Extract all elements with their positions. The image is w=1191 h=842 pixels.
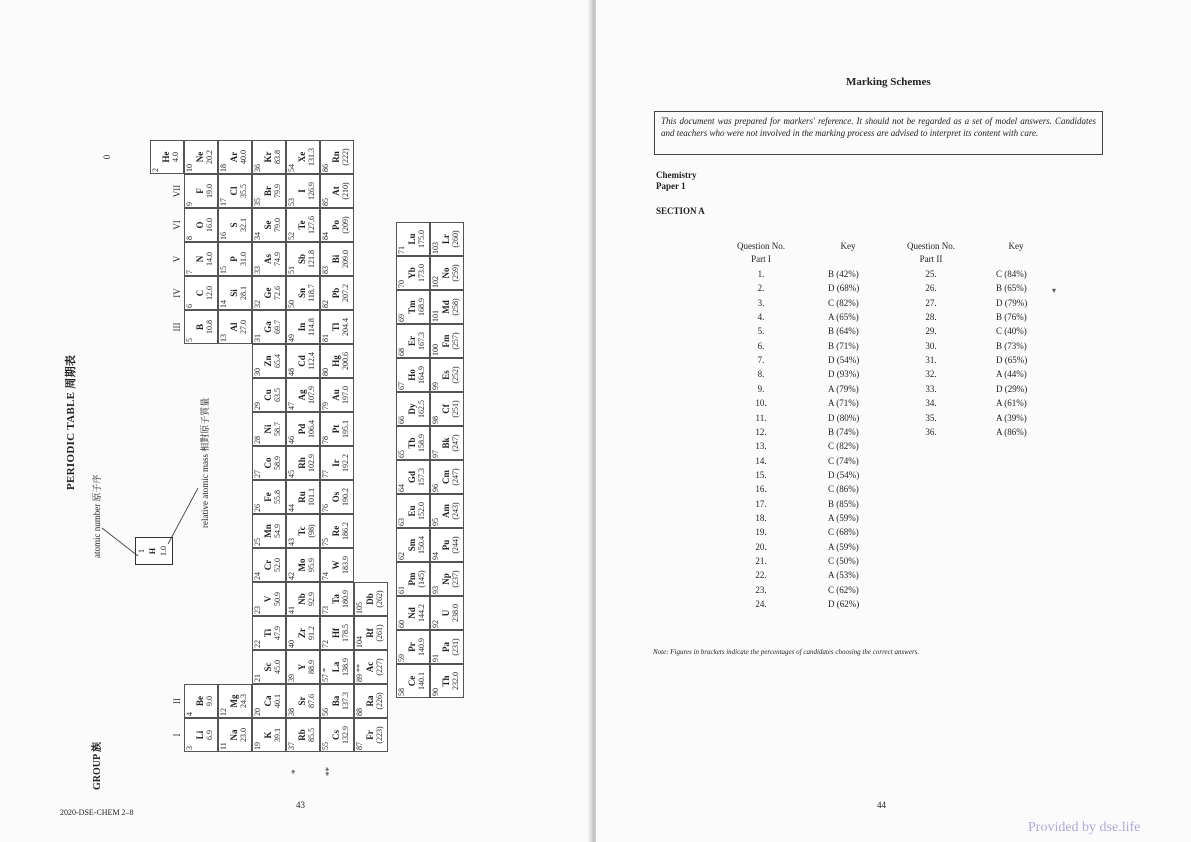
answer-key: C (74%) [828,455,859,466]
element-bi: 83 Bi 209.0 [320,242,354,276]
question-number: 3. [757,297,765,308]
group-label: I [172,733,182,737]
answer-key: D (62%) [828,599,860,610]
element-sn: 50 Sn 118.7 [286,276,320,310]
element-eu: 63 Eu 152.0 [396,494,430,528]
element-f: 9 F 19.0 [184,174,218,208]
element-zr: 40 Zr 91.2 [286,616,320,650]
element-br: 35 Br 79.9 [252,174,286,208]
question-number: 13. [755,441,767,452]
answer-key: A (79%) [828,383,859,394]
element-p: 15 P 31.0 [218,242,252,276]
element-fr: 87 Fr (223) [354,718,388,752]
answer-key: C (82%) [828,297,859,308]
answer-key: C (62%) [828,584,859,595]
question-number: 1. [757,269,765,279]
answer-key: A (61%) [996,398,1027,409]
right-page [596,0,1191,842]
answer-key: C (84%) [996,269,1027,279]
answer-key: A (44%) [996,369,1027,380]
question-number: 14. [755,455,767,466]
answer-key: C (82%) [828,441,859,452]
element-sr: 38 Sr 87.6 [286,684,320,718]
question-number: 29. [925,326,937,337]
element-te: 52 Te 127.6 [286,208,320,242]
element-na: 11 Na 23.0 [218,718,252,752]
subject: Chemistry [656,170,697,180]
group-title: GROUP 族 [92,741,103,790]
question-number: 2. [757,283,765,294]
element-s: 16 S 32.1 [218,208,252,242]
element-pm: 61 Pm (145) [396,562,430,596]
answer-key: B (64%) [828,326,859,337]
element-sb: 51 Sb 121.8 [286,242,320,276]
element-fm: 100 Fm (257) [430,324,464,358]
question-number: 30. [925,340,937,351]
element-rh: 45 Rh 102.9 [286,446,320,480]
question-number: 5. [757,326,765,337]
element-zn: 30 Zn 65.4 [252,344,286,378]
element-mg: 12 Mg 24.3 [218,684,252,718]
element-y: 39 Y 88.9 [286,650,320,684]
element-ca: 20 Ca 40.1 [252,684,286,718]
actinide-star: ** [324,767,334,776]
question-number: 12. [755,426,767,437]
element-o: 8 O 16.0 [184,208,218,242]
element-w: 74 W 183.9 [320,548,354,582]
answer-key: C (68%) [828,527,859,538]
answer-key: D (29%) [996,383,1028,394]
answer-key: B (42%) [828,269,859,279]
footnote: Note: Figures in brackets indicate the percentages of candidates choosing the correct answers. [653,648,920,656]
element-cu: 29 Cu 63.5 [252,378,286,412]
element-tb: 65 Tb 158.9 [396,426,430,460]
answer-key: D (79%) [996,297,1028,308]
element-rb: 37 Rb 85.5 [286,718,320,752]
element-pr: 59 Pr 140.9 [396,630,430,664]
element-dy: 66 Dy 162.5 [396,392,430,426]
element-at: 85 At (210) [320,174,354,208]
answer-key: A (53%) [828,570,859,581]
relative-mass-label: relative atomic mass 相對原子質量 [200,397,210,528]
element-ne: 10 Ne 20.2 [184,140,218,174]
element-se: 34 Se 79.0 [252,208,286,242]
element-cr: 24 Cr 52.0 [252,548,286,582]
question-number: 7. [757,355,765,366]
group-label: II [172,698,182,704]
answer-key: B (73%) [996,340,1027,351]
element-ar: 18 Ar 40.0 [218,140,252,174]
question-number: 10. [755,398,767,409]
element-xe: 54 Xe 131.3 [286,140,320,174]
question-number: 18. [755,512,767,523]
section-label: SECTION A [656,206,705,216]
element-pa: 91 Pa (231) [430,630,464,664]
watermark: Provided by dse.life [1028,820,1141,835]
element-ni: 28 Ni 58.7 [252,412,286,446]
element-he: 2 He 4.0 [150,140,184,174]
element-np: 93 Np (237) [430,562,464,596]
element-si: 14 Si 28.1 [218,276,252,310]
element-cf: 98 Cf (251) [430,392,464,426]
question-number: 4. [757,312,765,323]
element-sm: 62 Sm 150.4 [396,528,430,562]
element-ti: 22 Ti 47.9 [252,616,286,650]
element-yb: 70 Yb 173.0 [396,256,430,290]
element-ag: 47 Ag 107.9 [286,378,320,412]
answer-key: A (59%) [828,541,859,552]
element-er: 68 Er 167.3 [396,324,430,358]
element-ba: 56 Ba 137.3 [320,684,354,718]
element-pu: 94 Pu (244) [430,528,464,562]
element-cs: 55 Cs 132.9 [320,718,354,752]
question-number: 21. [755,556,767,566]
question-number: 9. [757,383,765,394]
reference-notice: This document was prepared for markers' reference. It should not be regarded as a set of model answers. Candidates and teachers who were not involved in the marking process are advised to interpret its content with care. [654,111,1103,155]
answer-key: A (65%) [828,312,859,323]
element-lu: 71 Lu 175.0 [396,222,430,256]
element-ir: 77 Ir 192.2 [320,446,354,480]
element-re: 75 Re 186.2 [320,514,354,548]
element-ta: 73 Ta 180.9 [320,582,354,616]
element-li: 3 Li 6.9 [184,718,218,752]
paper-code: 2020-DSE-CHEM 2–8 [60,808,134,817]
answer-key: D (65%) [996,355,1028,366]
answer-key: A (59%) [828,512,859,523]
answer-key: D (54%) [828,469,860,480]
question-number: 25. [925,269,937,279]
periodic-table [62,90,460,790]
element-co: 27 Co 58.9 [252,446,286,480]
question-number: 22. [755,570,767,581]
element-u: 92 U 238.0 [430,596,464,630]
key-symbol: H [148,547,157,555]
element-am: 95 Am (243) [430,494,464,528]
lanthanide-star: * [290,769,300,774]
element-i: 53 I 126.9 [286,174,320,208]
element-hf: 72 Hf 178.5 [320,616,354,650]
answer-key: D (54%) [828,355,860,366]
element-po: 84 Po (209) [320,208,354,242]
page-number-left: 43 [296,800,305,810]
element-tc: 43 Tc (98) [286,514,320,548]
element-es: 99 Es (252) [430,358,464,392]
element-ga: 31 Ga 69.7 [252,310,286,344]
header-qno-part2: Question No. Part II [907,241,955,264]
question-number: 17. [755,498,767,509]
group-label: VI [172,220,182,230]
atomic-number-label: atomic number 原子序 [92,474,102,558]
answer-key: C (86%) [828,484,859,495]
element-gd: 64 Gd 157.3 [396,460,430,494]
periodic-table-title: PERIODIC TABLE 周期表 [65,354,77,490]
element-kr: 36 Kr 83.8 [252,140,286,174]
group-label: VII [172,184,182,198]
header-qno-part1: Question No. Part I [737,241,785,264]
element-ru: 44 Ru 101.1 [286,480,320,514]
group-label: III [172,322,182,332]
element-nb: 41 Nb 92.9 [286,582,320,616]
element-v: 23 V 50.9 [252,582,286,616]
group-label: V [172,255,182,263]
question-number: 15. [755,469,767,480]
group-label: 0 [102,154,112,160]
element-fe: 26 Fe 55.8 [252,480,286,514]
element-hg: 80 Hg 200.6 [320,344,354,378]
key-mass: 1.0 [159,546,168,556]
element-db: 105 Db (262) [354,582,388,616]
element-mn: 25 Mn 54.9 [252,514,286,548]
answer-key: A (39%) [996,412,1027,423]
answer-key: B (76%) [996,312,1027,323]
group-label: IV [172,288,182,298]
question-number: 20. [755,541,767,552]
answer-key: A (71%) [828,398,859,409]
element-pt: 78 Pt 195.1 [320,412,354,446]
element-au: 79 Au 197.0 [320,378,354,412]
question-number: 32. [925,369,937,380]
question-number: 24. [755,599,767,610]
question-number: 27. [925,297,937,308]
element-k: 19 K 39.1 [252,718,286,752]
element-pd: 46 Pd 106.4 [286,412,320,446]
element-c: 6 C 12.0 [184,276,218,310]
element-md: 101 Md (258) [430,290,464,324]
question-number: 8. [757,369,765,380]
question-number: 31. [925,355,937,366]
element-al: 13 Al 27.0 [218,310,252,344]
question-number: 11. [755,412,767,423]
answer-key: B (71%) [828,340,859,351]
question-number: 26. [925,283,937,294]
element-ra: 88 Ra (226) [354,684,388,718]
answer-key: B (74%) [828,426,859,437]
element-no: 102 No (259) [430,256,464,290]
element-rf: 104 Rf (261) [354,616,388,650]
element-in: 49 In 114.8 [286,310,320,344]
element-n: 7 N 14.0 [184,242,218,276]
answer-key: C (40%) [996,326,1027,337]
answer-key: D (80%) [828,412,860,423]
left-page [0,0,590,842]
element-as: 33 As 74.9 [252,242,286,276]
element-th: 90 Th 232.0 [430,664,464,698]
element-cm: 96 Cm (247) [430,460,464,494]
element-cd: 48 Cd 112.4 [286,344,320,378]
question-number: 34. [925,398,937,409]
stray-mark: ▾ [1052,286,1057,295]
answer-key: A (86%) [996,426,1027,437]
answer-key: D (68%) [828,283,860,294]
element-tm: 69 Tm 168.9 [396,290,430,324]
element-mo: 42 Mo 95.9 [286,548,320,582]
question-number: 19. [755,527,767,538]
element-ce: 58 Ce 140.1 [396,664,430,698]
paper: Paper 1 [656,181,686,191]
key-number: 1 [137,549,146,553]
element-b: 5 B 10.8 [184,310,218,344]
element-be: 4 Be 9.0 [184,684,218,718]
question-number: 36. [925,426,937,437]
question-number: 23. [755,584,767,595]
page-number-right: 44 [877,800,886,810]
question-number: 6. [757,340,765,351]
element-ac: 89 ** Ac (227) [354,650,388,684]
element-tl: 81 Tl 204.4 [320,310,354,344]
question-number: 33. [925,383,937,394]
element-pb: 82 Pb 207.2 [320,276,354,310]
header-key-part1: Key [840,241,856,251]
question-number: 16. [755,484,767,495]
element-la: 57 * La 138.9 [320,650,354,684]
question-number: 35. [925,412,937,423]
element-rn: 86 Rn (222) [320,140,354,174]
answer-key: D (93%) [828,369,860,380]
answer-key: B (85%) [828,498,859,509]
subject-block [656,170,697,192]
marking-schemes-title: Marking Schemes [846,76,931,88]
element-sc: 21 Sc 45.0 [252,650,286,684]
element-ho: 67 Ho 164.9 [396,358,430,392]
header-key-part2: Key [1008,241,1024,251]
answer-key: C (50%) [828,556,859,566]
answer-key: B (65%) [996,283,1027,294]
element-nd: 60 Nd 144.2 [396,596,430,630]
element-cl: 17 Cl 35.5 [218,174,252,208]
element-bk: 97 Bk (247) [430,426,464,460]
element-os: 76 Os 190.2 [320,480,354,514]
question-number: 28. [925,312,937,323]
element-ge: 32 Ge 72.6 [252,276,286,310]
element-lr: 103 Lr (260) [430,222,464,256]
